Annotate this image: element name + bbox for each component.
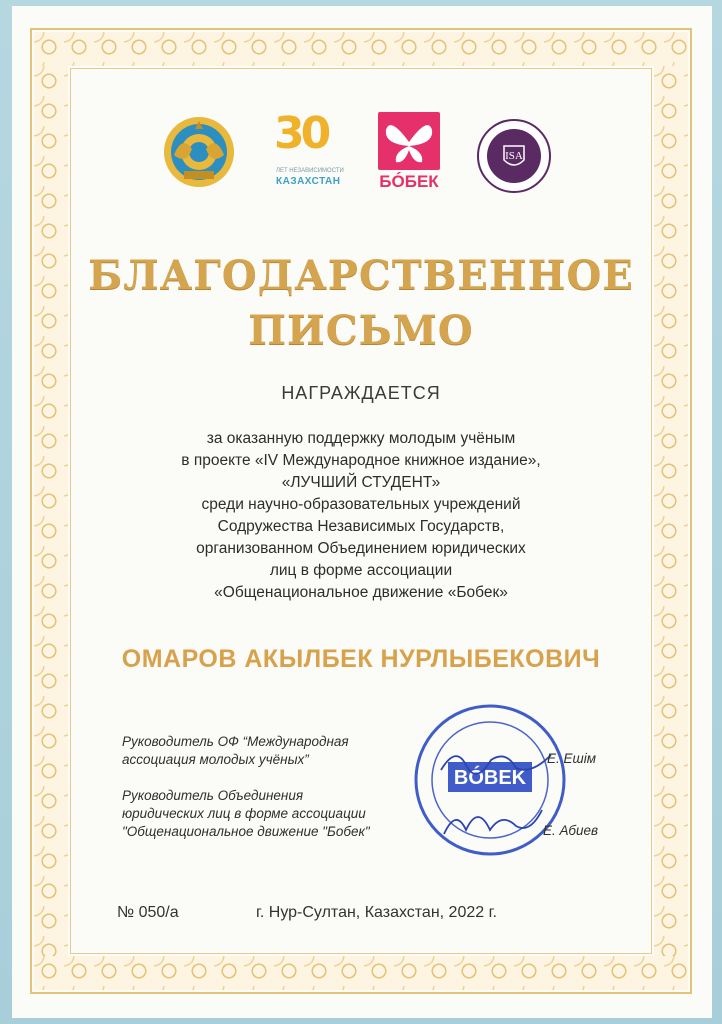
recipient-name: ОМАРОВ АКЫЛБЕК НУРЛЫБЕКОВИЧ — [121, 645, 601, 673]
reason-line: за оказанную поддержку молодым учёным — [206, 430, 516, 447]
signature-1 — [436, 740, 556, 780]
ornament-border-right — [654, 66, 688, 956]
kz30-number: 30 — [274, 108, 328, 159]
ornament-border-bottom — [34, 956, 688, 990]
signatory-line: Руководитель ОФ “Международная — [122, 734, 349, 749]
isa-logo — [476, 118, 552, 194]
signatory-line: "Общенациональное движение "Бобек" — [122, 824, 370, 839]
kz30-word: КАЗАХСТАН — [276, 176, 341, 187]
signatory-line: юридических лиц в форме ассоциации — [122, 806, 366, 821]
kazakhstan-30-logo — [270, 108, 350, 196]
reason-line: «Общенациональное движение «Бобек» — [214, 584, 508, 601]
document-number: № 050/а — [117, 904, 179, 921]
signatory-line: Руководитель Объединения — [122, 788, 304, 803]
ornament-border-top — [34, 32, 688, 66]
certificate-title-line2: ПИСЬМО — [248, 307, 474, 354]
reason-line: в проекте «IV Международное книжное издание», — [181, 452, 541, 469]
kazakhstan-emblem-icon — [162, 115, 236, 189]
signatory-2-title — [122, 787, 370, 841]
certificate-title-line1: БЛАГОДАРСТВЕННОЕ — [88, 252, 634, 299]
bobek-butterfly-icon — [378, 112, 440, 170]
signatory-2-name: Е. Абиев — [543, 823, 599, 838]
award-reason — [100, 428, 622, 604]
signatory-1-title — [122, 733, 349, 769]
signature-2 — [438, 800, 548, 842]
ornament-border-left — [34, 66, 68, 956]
reason-line: среди научно-образовательных учреждений — [201, 496, 521, 513]
stamp-brand-text: BÓBEK — [453, 767, 527, 789]
place-and-date: г. Нур-Султан, Казахстан, 2022 г. — [256, 904, 497, 921]
kz30-caption: ЛЕТ НЕЗАВИСИМОСТИ — [276, 168, 344, 174]
bobek-logo — [376, 112, 442, 196]
reason-line: организованном Объединением юридических — [196, 540, 526, 557]
bobek-word: БÓБЕК — [379, 172, 439, 191]
logo-row — [0, 110, 722, 195]
signatory-1-name: Е. Ешім — [547, 751, 596, 766]
awarded-heading: НАГРАЖДАЕТСЯ — [281, 383, 441, 403]
isa-text: ISA — [505, 150, 523, 162]
reason-line: Содружества Независимых Государств, — [217, 518, 505, 535]
reason-line: лиц в форме ассоциации — [269, 562, 453, 579]
reason-line: «ЛУЧШИЙ СТУДЕНТ» — [281, 474, 441, 491]
signatory-line: ассоциация молодых учёных” — [122, 752, 309, 767]
